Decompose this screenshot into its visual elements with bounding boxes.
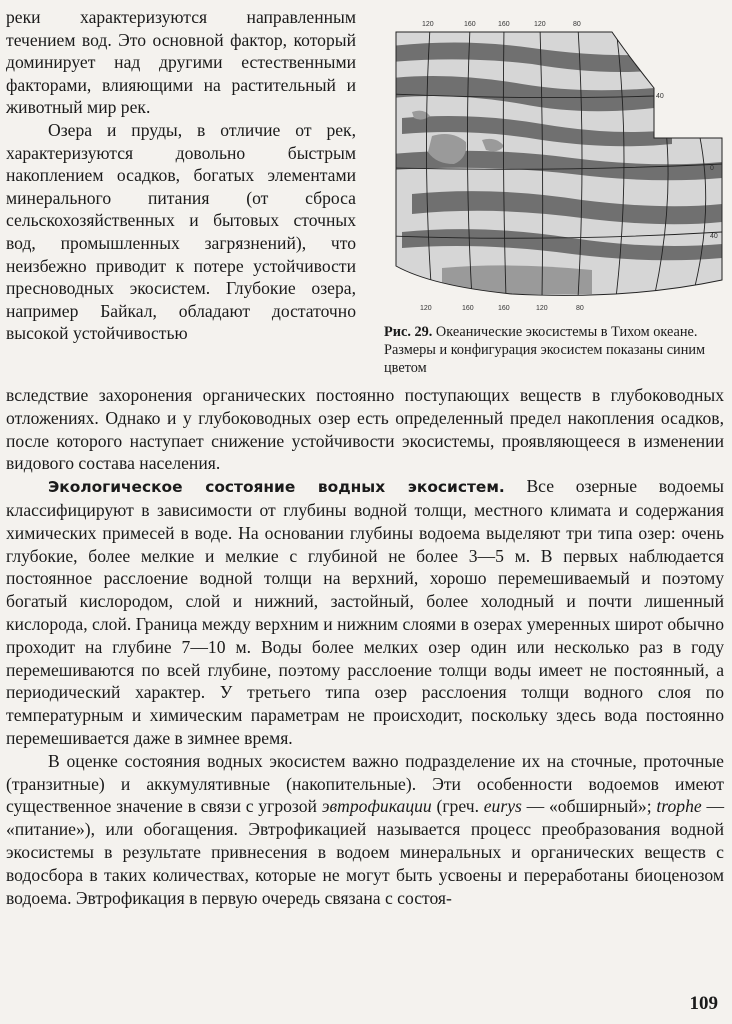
map-bottom-ticks: [420, 305, 584, 312]
greek-word-trophe: trophe: [656, 796, 702, 817]
eutro-text-d: — «питание»), или обогащения. Эвтрофикацией называется процесс преобразования водной экосистемы в результате привнесения в водоем минеральных и органических веществ с водосбора в таких количествах, которые не могут быть усвоены и переработаны биоценозом водоема. Эвтрофикация в первую очередь связана с состоя-: [6, 796, 725, 908]
map-top-ticks: [422, 21, 581, 28]
tick-top-4: 120: [534, 21, 546, 28]
page-number: 109: [689, 993, 718, 1014]
eutro-text-b: (греч.: [436, 796, 479, 817]
tick-bottom-5: 80: [576, 305, 584, 312]
tick-top-3: 160: [498, 21, 510, 28]
eutro-text-a: В оценке состояния водных экосистем важно подразделение их на сточные, проточные (транзитные) и аккумулятивные (накопительные). Эти особенности водоемов имеют существенное значение в связи с угрозой: [6, 750, 724, 817]
figure-pacific-map: [372, 18, 728, 318]
caption-label: Рис. 29.: [384, 324, 433, 340]
tick-top-2: 160: [464, 21, 476, 28]
tick-bottom-4: 120: [536, 305, 548, 312]
figure-caption: [384, 323, 730, 377]
term-eutrophication: эвтрофикации: [321, 796, 432, 817]
tick-bottom-3: 160: [498, 305, 510, 312]
section-heading: Экологическое состояние водных экосистем.: [48, 478, 505, 497]
caption-text: Океанические экосистемы в Тихом океане. Размеры и конфигурация экосистем показаны синим цветом: [384, 324, 706, 376]
tick-top-5: 80: [573, 21, 581, 28]
lat-label-1: 40: [656, 93, 664, 100]
tick-bottom-1: 120: [420, 305, 432, 312]
paragraph-lakes: Озера и пруды, в отличие от рек, характеризуются довольно быстрым накоплением осадков, богатых элементами минерального питания (от сброса сельскохозяйственных и бытовых сточных вод, промышленных загрязнений), что неизбежно приводит к потере устойчивости пресноводных экосистем. Глубокие озера, например Байкал, обладают достаточно высокой устойчивостью: [6, 119, 356, 344]
left-column: [6, 6, 356, 345]
tick-top-1: 120: [422, 21, 434, 28]
paragraph-ecological-state: [6, 475, 724, 750]
paragraph-eutrophication: [6, 750, 724, 910]
lat-label-2: 0: [710, 165, 714, 172]
tick-bottom-2: 160: [462, 305, 474, 312]
paragraph-lakes-continued: вследствие захоронения органических постоянно поступающих веществ в глубоководных отложениях. Однако и у глубоководных озер есть определенный предел накопления осадков, после которого наступает снижение устойчивости экосистемы, проявляющееся в изменении видового состава населения.: [6, 385, 724, 474]
map-body: [372, 18, 728, 318]
pacific-ocean-map: [372, 18, 728, 318]
lat-label-3: 40: [710, 233, 718, 240]
paragraph-ecological-state-text: Все озерные водоемы классифицируют в зависимости от глубины водной толщи, местного климата и содержания химических примесей в воде. На основании глубины водоема выделяют три типа озер: очень глубокие, более мелкие и мелкие с глубиной не более 3—5 м. В первых наблюдается постоянное расслоение водной толщи на верхний, хорошо перемешиваемый и поэтому богатый кислородом, слой и нижний, застойный, более холодный и почти лишенный кислорода, слой. Граница между верхним и нижним слоями в озерах умеренных широт обычно проходит на глубине 7—10 м. Воды более мелких озер один или несколько раз в году перемешиваются по всей глубине, поэтому расслоение толщи воды имеет не постоянный, а периодический характер. У третьего типа озер расслоения толщи водного слоя по температурным и химическим параметрам не происходит, поскольку здесь вода постоянно перемешивается даже в зимнее время.: [6, 476, 724, 748]
paragraph-rivers: реки характеризуются направленным течением вод. Это основной фактор, который доминирует над другими естественными факторами, влияющими на растительный и животный мир рек.: [6, 7, 356, 118]
greek-word-eurys: eurys: [483, 796, 522, 817]
eutro-text-c: — «обширный»;: [526, 796, 652, 817]
land-south: [442, 265, 592, 294]
main-text: [6, 384, 724, 909]
